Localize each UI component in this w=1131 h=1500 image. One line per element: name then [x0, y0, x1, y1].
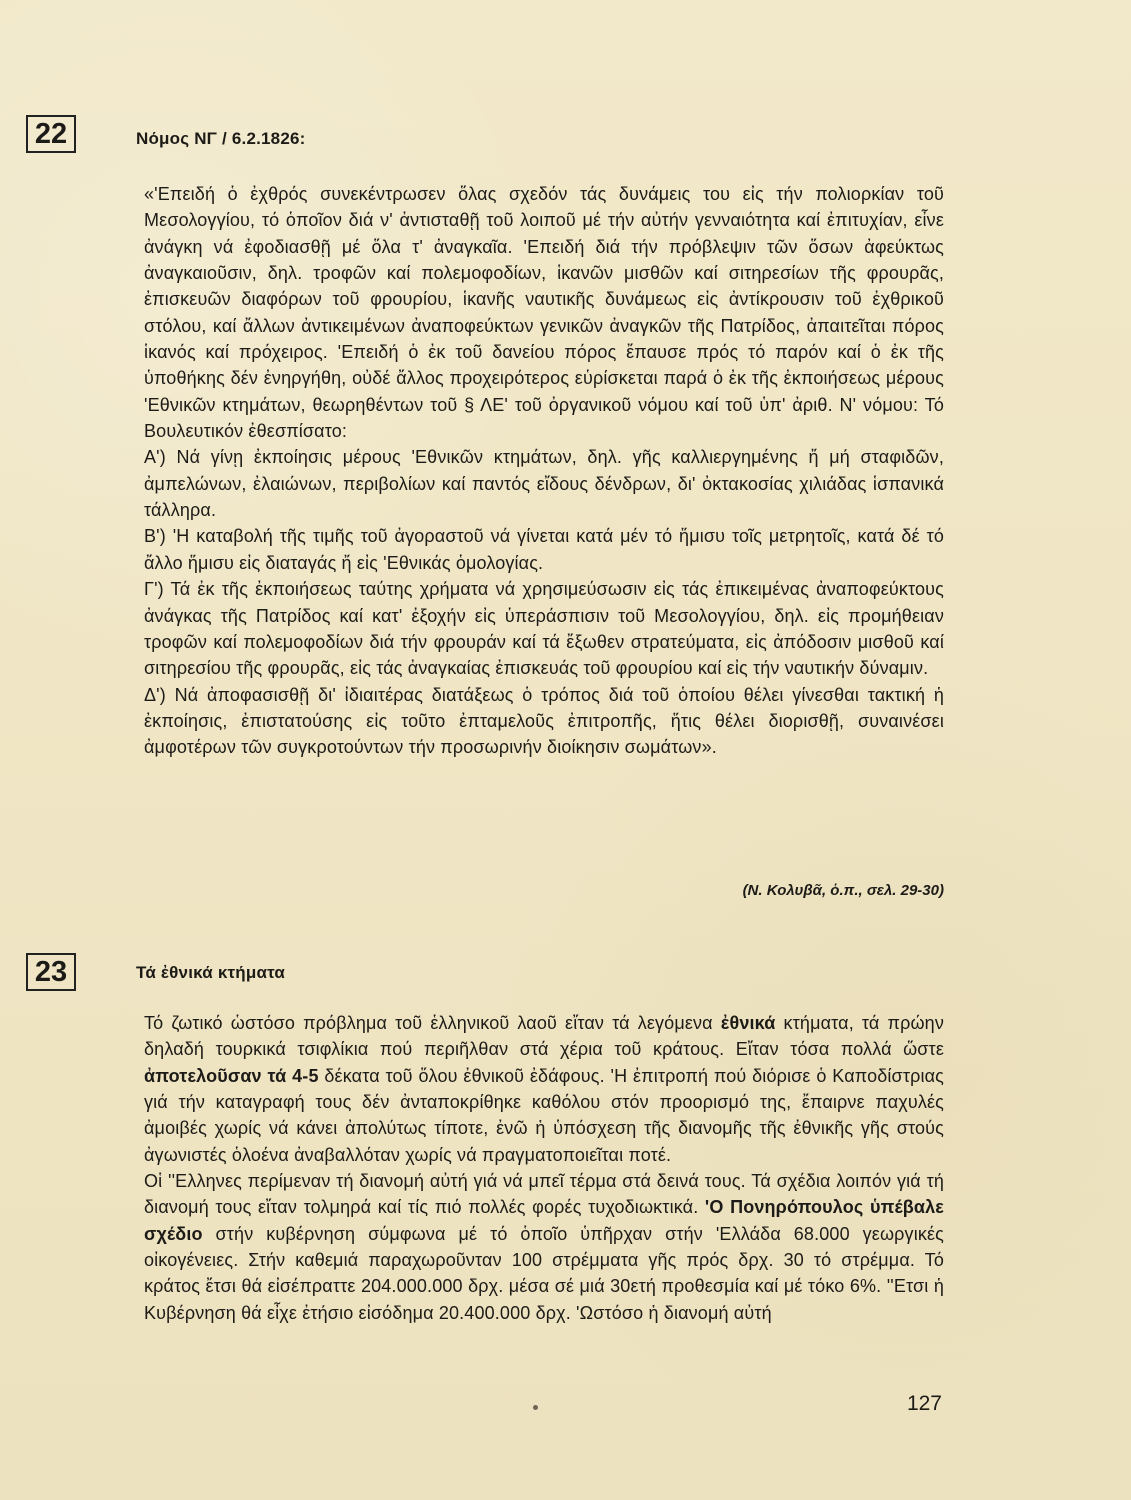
section-number-box: [26, 953, 76, 991]
body-text: [144, 1010, 944, 1326]
text-span: κτήματα, τά πρώην δηλαδή τουρκικά τσιφλίκια πού περιῆλθαν στά χέρια τοῦ κράτους. Εἴταν τόσα πολλά ὥστε: [144, 1013, 944, 1060]
page-number: 127: [906, 1392, 942, 1415]
text-span: Οἱ ''Ελληνες περίμεναν τή διανομή αὐτή γιά νά μπεῖ τέρμα στά δεινά τους. Τά σχέδια λοιπόν γιά τή διανομή τους εἴταν τολμηρά καί τίς πιό πολλές φορές τυχοδιωκτικά.: [144, 1171, 944, 1218]
section-title: Τά ἐθνικά κτήματα: [136, 963, 286, 982]
law-paragraph: Β') 'Η καταβολή τῆς τιμῆς τοῦ ἀγοραστοῦ νά γίνεται κατά μέν τό ἥμισυ τοῖς μετρητοῖς, κατά δέ τό ἄλλο ἥμισυ εἰς διαταγάς ἤ εἰς 'Εθνικάς ὁμολογίας.: [144, 526, 944, 573]
law-paragraph: Γ') Τά ἐκ τῆς ἐκποιήσεως ταύτης χρήματα νά χρησιμεύσωσιν εἰς τάς ἐπικειμένας ἀναποφεύκτους ἀνάγκας τῆς Πατρίδος καί κατ' ἐξοχήν εἰς ὑπεράσπισιν τοῦ Μεσολογγίου, δηλ. εἰς προμήθειαν τροφῶν καί πολεμοφοδίων διά τήν φρουράν καί τά ἔξωθεν στρατεύματα, εἰς ἀπόδοσιν μισθοῦ καί σιτηρεσίου τῆς φρουρᾶς, εἰς τάς ἀναγκαίας ἐπισκευάς τοῦ φρουρίου καί εἰς τήν ναυτικήν δύναμιν.: [144, 579, 944, 679]
bold-text: 'Ο Πονηρόπουλος ὑπέβαλε σχέδιο: [144, 1197, 944, 1244]
law-paragraph: «'Επειδή ὁ ἐχθρός συνεκέντρωσεν ὅλας σχεδόν τάς δυνάμεις του εἰς τήν πολιορκίαν τοῦ Μεσολογγίου, τό ὁποῖον διά ν' ἀντισταθῇ τοῦ λοιποῦ μέ τήν αὐτήν γενναιότητα καί ἐπιτυχίαν, εἶνε ἀνάγκη νά ἐφοδιασθῇ μέ ὅλα τ' ἀναγκαῖα. 'Επειδή διά τήν πρόβλεψιν τῶν ὅσων ἀφεύκτως ἀναγκαιοῦσιν, δηλ. τροφῶν καί πολεμοφοδίων, ἱκανῶν μισθῶν καί σιτηρεσίων τῆς φρουρᾶς, ἐπισκευῶν διαφόρων τοῦ φρουρίου, ἱκανῆς ναυτικῆς δυνάμεως εἰς ἀντίκρουσιν τοῦ ἐχθρικοῦ στόλου, καί ἄλλων ἀντικειμένων ἀναποφεύκτων γενικῶν ἀναγκῶν τῆς Πατρίδος, ἀπαιτεῖται πόρος ἱκανός καί πρόχειρος. 'Επειδή ὁ ἐκ τοῦ δανείου πόρος ἔπαυσε πρός τό παρόν καί ὁ ἐκ τῆς ὑποθήκης δέν ἐνηργήθη, οὐδέ ἄλλος προχειρότερος εὑρίσκεται παρά ὁ ἐκ τῆς ἐκποιήσεως μέρους 'Εθνικῶν κτημάτων, θεωρηθέντων τοῦ § ΛΕ' τοῦ ὀργανικοῦ νόμου καί τοῦ ὑπ' ἀριθ. Ν' νόμου: Τό Βουλευτικόν ἐθεσπίσατο:: [144, 184, 944, 442]
text-span: Τό ζωτικό ὡστόσο πρόβλημα τοῦ ἑλληνικοῦ λαοῦ εἴταν τά λεγόμενα: [144, 1013, 721, 1033]
bold-text: ἐθνικά: [720, 1013, 776, 1033]
section-title: Νόμος ΝΓ / 6.2.1826:: [136, 129, 306, 148]
law-text: [144, 181, 944, 761]
body-paragraph: [144, 1010, 944, 1168]
citation: (Ν. Κολυβᾶ, ὁ.π., σελ. 29-30): [742, 882, 944, 899]
section-number-box: [26, 115, 76, 153]
text-span: δέκατα τοῦ ὅλου ἐθνικοῦ ἐδάφους. 'Η ἐπιτροπή πού διόρισε ὁ Καποδίστριας γιά τήν καταγραφή τους δέν ἀνταποκρίθηκε καθόλου στόν προορισμό της, ἔπαιρνε παχυλές ἀμοιβές χωρίς νά κάνει ἀπολύτως τίποτε, ἐνῶ ἡ ὑπόσχεση τῆς διανομῆς τῆς ἐθνικῆς γῆς στούς ἀγωνιστές ὁλοένα ἀναβαλλόταν χωρίς νά πραγματοποιεῖται ποτέ.: [144, 1065, 944, 1165]
section-number: 22: [34, 117, 68, 150]
section-number: 23: [34, 955, 68, 988]
law-paragraph: Α') Νά γίνῃ ἐκποίησις μέρους 'Εθνικῶν κτημάτων, δηλ. γῆς καλλιεργημένης ἤ μή σταφιδῶν, ἀμπελώνων, ἐλαιώνων, περιβολίων καί παντός εἴδους δένδρων, δι' ὀκτακοσίας χιλιάδας ἱσπανικά τάλληρα.: [144, 447, 944, 521]
text-span: στήν κυβέρνηση σύμφωνα μέ τό ὁποῖο ὑπῆρχαν στήν 'Ελλάδα 68.000 γεωργικές οἰκογένειες. Στήν καθεμιά παραχωροῦνταν 100 στρέμματα γῆς πρός δρχ. 30 τό στρέμμα. Τό κράτος ἔτσι θά εἰσέπραττε 204.000.000 δρχ. μέσα σέ μιά 30ετή προθεσμία καί μέ τόκο 6%. ''Ετσι ἡ Κυβέρνηση θά εἶχε ἐτήσιο εἰσόδημα 20.400.000 δρχ. 'Ωστόσο ἡ διανομή αὐτή: [144, 1223, 944, 1323]
bold-text: ἀποτελοῦσαν τά 4-5: [144, 1065, 319, 1086]
body-paragraph: [144, 1168, 944, 1326]
law-paragraph: Δ') Νά ἀποφασισθῇ δι' ἰδιαιτέρας διατάξεως ὁ τρόπος διά τοῦ ὁποίου θέλει γίνεσθαι τακτική ἡ ἐκποίησις, ἐπιστατούσης εἰς τοῦτο ἐπταμελοῦς ἐπιτροπῆς, ἥτις θέλει διορισθῇ, συναινέσει ἀμφοτέρων τῶν συγκροτούντων τήν προσωρινήν διοίκησιν σωμάτων».: [144, 684, 944, 758]
paper-speck: [533, 1405, 538, 1410]
